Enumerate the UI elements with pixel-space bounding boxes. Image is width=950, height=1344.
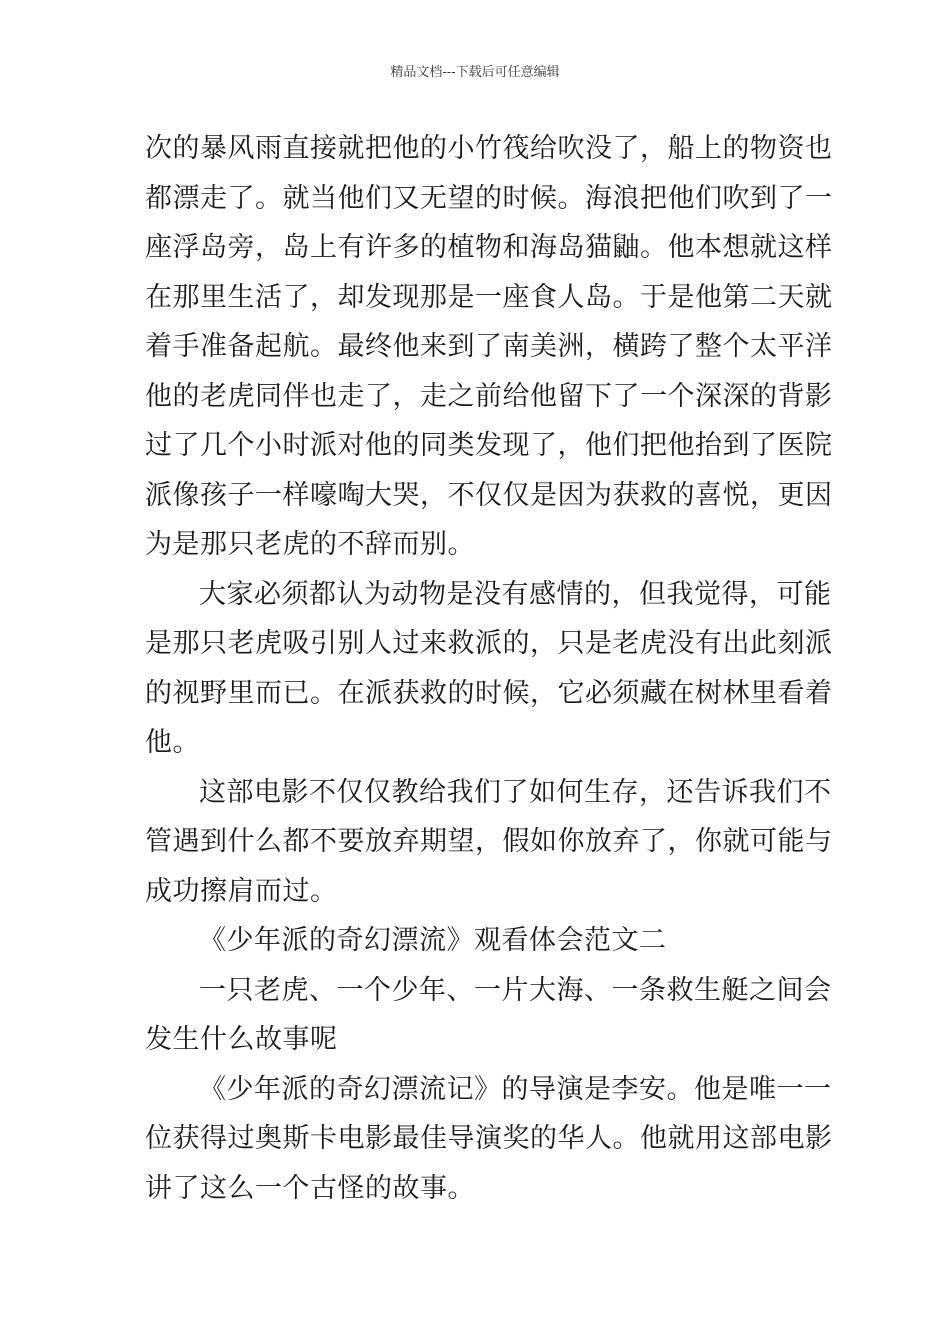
text-line: 座浮岛旁，岛上有许多的植物和海岛猫鼬。他本想就这样 (145, 232, 833, 263)
page-header: 精品文档---下载后可任意编辑 (390, 65, 560, 80)
paragraph-first-line: 大家必须都认为动物是没有感情的，但我觉得，可能 (199, 578, 832, 610)
text-line: 着手准备起航。最终他来到了南美洲，横跨了整个太平洋 (145, 331, 833, 362)
text-line: 次的暴风雨直接就把他的小竹筏给吹没了，船上的物资也 (145, 133, 833, 164)
text-line: 是那只老虎吸引别人过来救派的，只是老虎没有出此刻派 (145, 628, 833, 659)
text-line: 过了几个小时派对他的同类发现了，他们把他抬到了医院 (145, 430, 833, 461)
text-line: 讲了这么一个古怪的故事。 (145, 1172, 475, 1204)
paragraph-first-line: 这部电影不仅仅教给我们了如何生存，还告诉我们不 (199, 776, 832, 808)
text-line: 为是那只老虎的不辞而别。 (145, 529, 475, 560)
section-title: 《少年派的奇幻漂流》观看体会范文二 (199, 925, 667, 956)
paragraph-first-line: 《少年派的奇幻漂流记》的导演是李安。他是唯一一 (199, 1073, 832, 1105)
text-line: 的视野里而已。在派获救的时候，它必须藏在树林里看着 (145, 677, 833, 709)
text-line: 派像孩子一样嚎啕大哭，不仅仅是因为获救的喜悦，更因 (145, 479, 833, 511)
text-line: 都漂走了。就当他们又无望的时候。海浪把他们吹到了一 (145, 182, 833, 214)
document-body (145, 124, 833, 1213)
text-line: 成功擦肩而过。 (145, 875, 338, 907)
text-line: 发生什么故事呢 (145, 1024, 338, 1055)
text-line: 他的老虎同伴也走了，走之前给他留下了一个深深的背影 (145, 380, 833, 412)
text-line: 他。 (145, 727, 200, 758)
text-line: 在那里生活了，却发现那是一座食人岛。于是他第二天就 (145, 281, 833, 313)
paragraph-first-line: 一只老虎、一个少年、一片大海、一条救生艇之间会 (199, 974, 832, 1006)
text-line: 位获得过奥斯卡电影最佳导演奖的华人。他就用这部电影 (145, 1123, 833, 1154)
text-line: 管遇到什么都不要放弃期望，假如你放弃了，你就可能与 (145, 826, 833, 857)
